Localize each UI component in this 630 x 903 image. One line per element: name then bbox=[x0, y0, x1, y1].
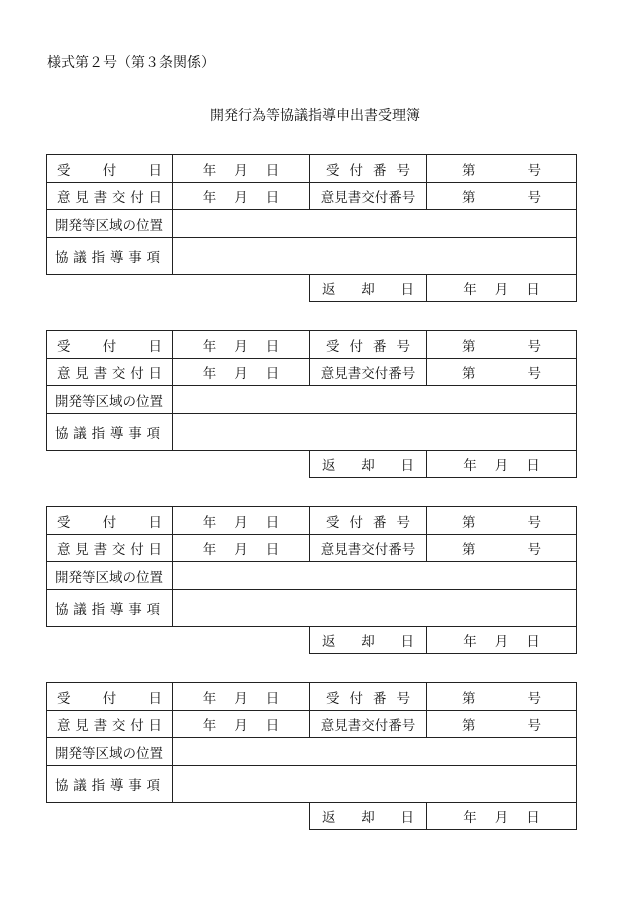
kyougi-jikou-value[interactable] bbox=[172, 413, 577, 451]
uketsuke-date-day: 日 bbox=[265, 514, 280, 531]
uketsuke-bi-char: 付 bbox=[102, 162, 117, 179]
iken-koufu-bi-char: 交 bbox=[111, 542, 126, 558]
henkyaku-date-month: 月 bbox=[494, 634, 509, 650]
iken-koufu-number-dai: 第 bbox=[462, 366, 476, 382]
kaihatsu-ichi-value[interactable] bbox=[172, 209, 577, 238]
kyougi-jikou-char: 項 bbox=[146, 602, 160, 618]
uketsuke-bi-char: 受 bbox=[57, 338, 71, 355]
uketsuke-bangou-char: 番 bbox=[373, 338, 387, 355]
uketsuke-bangou-char: 号 bbox=[396, 162, 410, 179]
iken-koufu-number-cell[interactable] bbox=[426, 182, 577, 210]
iken-koufu-bi-char: 交 bbox=[111, 366, 126, 382]
iken-koufu-bi-char: 見 bbox=[75, 542, 89, 558]
iken-koufu-bangou-text: 意見書交付番号 bbox=[320, 542, 416, 558]
uketsuke-date-year: 年 bbox=[202, 338, 217, 355]
uketsuke-number-cell[interactable] bbox=[426, 154, 577, 183]
henkyaku-date-day: 日 bbox=[526, 282, 540, 298]
iken-koufu-date-month: 月 bbox=[234, 542, 248, 558]
uketsuke-bangou-char: 受 bbox=[326, 514, 340, 531]
kyougi-jikou-char: 議 bbox=[73, 250, 87, 266]
henkyaku-date-year: 年 bbox=[463, 282, 477, 298]
uketsuke-number-dai: 第 bbox=[462, 514, 476, 531]
label-henkyaku-bi bbox=[309, 626, 427, 654]
label-uketsuke-bi bbox=[46, 682, 173, 711]
kyougi-jikou-char: 指 bbox=[91, 426, 106, 442]
uketsuke-number-dai: 第 bbox=[462, 162, 476, 179]
iken-koufu-bi-char: 付 bbox=[130, 542, 144, 558]
kyougi-jikou-char: 導 bbox=[109, 602, 124, 618]
iken-koufu-number-dai: 第 bbox=[462, 542, 476, 558]
henkyaku-bi-char: 返 bbox=[322, 458, 336, 474]
kaihatsu-ichi-value[interactable] bbox=[172, 737, 577, 766]
uketsuke-bangou-char: 号 bbox=[396, 690, 410, 707]
henkyaku-date-day: 日 bbox=[526, 810, 540, 826]
uketsuke-date-year: 年 bbox=[202, 690, 217, 707]
kyougi-jikou-char: 協 bbox=[55, 426, 69, 442]
uketsuke-bi-char: 付 bbox=[102, 690, 117, 707]
henkyaku-bi-char: 返 bbox=[322, 810, 336, 826]
uketsuke-bangou-char: 受 bbox=[326, 338, 340, 355]
henkyaku-date-year: 年 bbox=[463, 634, 477, 650]
iken-koufu-number-cell[interactable] bbox=[426, 710, 577, 738]
henkyaku-bi-char: 却 bbox=[361, 458, 375, 474]
label-henkyaku-bi bbox=[309, 450, 427, 478]
label-henkyaku-bi bbox=[309, 274, 427, 302]
label-kaihatsu-ichi bbox=[46, 385, 173, 414]
uketsuke-bi-char: 受 bbox=[57, 514, 71, 531]
iken-koufu-bi-char: 書 bbox=[93, 542, 108, 558]
henkyaku-bi-char: 日 bbox=[400, 634, 414, 650]
iken-koufu-bi-char: 日 bbox=[148, 366, 162, 382]
iken-koufu-bi-char: 付 bbox=[130, 366, 144, 382]
iken-koufu-bi-char: 見 bbox=[75, 718, 89, 734]
uketsuke-date-year: 年 bbox=[202, 514, 217, 531]
label-kyougi-jikou bbox=[46, 413, 173, 451]
iken-koufu-bi-char: 意 bbox=[57, 190, 71, 206]
kaihatsu-ichi-text: 開発等区域の位置 bbox=[55, 745, 163, 762]
iken-koufu-date-cell[interactable] bbox=[172, 534, 310, 562]
iken-koufu-bi-char: 意 bbox=[57, 718, 71, 734]
iken-koufu-bangou-text: 意見書交付番号 bbox=[320, 366, 416, 382]
henkyaku-bi-char: 返 bbox=[322, 282, 336, 298]
iken-koufu-bi-char: 日 bbox=[148, 718, 162, 734]
label-kaihatsu-ichi bbox=[46, 561, 173, 590]
kyougi-jikou-char: 指 bbox=[91, 250, 106, 266]
kyougi-jikou-char: 導 bbox=[109, 426, 124, 442]
kyougi-jikou-char: 議 bbox=[73, 426, 87, 442]
kyougi-jikou-value[interactable] bbox=[172, 589, 577, 627]
uketsuke-bi-char: 付 bbox=[102, 338, 117, 355]
uketsuke-bangou-char: 受 bbox=[326, 690, 340, 707]
uketsuke-bangou-char: 号 bbox=[396, 338, 410, 355]
label-uketsuke-bi bbox=[46, 330, 173, 359]
uketsuke-number-dai: 第 bbox=[462, 338, 476, 355]
iken-koufu-date-day: 日 bbox=[265, 366, 280, 382]
uketsuke-bi-char: 受 bbox=[57, 690, 71, 707]
label-uketsuke-bangou bbox=[309, 154, 427, 183]
uketsuke-date-day: 日 bbox=[265, 690, 280, 707]
kyougi-jikou-char: 項 bbox=[146, 426, 160, 442]
iken-koufu-bi-char: 付 bbox=[130, 718, 144, 734]
iken-koufu-date-cell[interactable] bbox=[172, 358, 310, 386]
iken-koufu-bangou-text: 意見書交付番号 bbox=[320, 718, 416, 734]
iken-koufu-bi-char: 見 bbox=[75, 190, 89, 206]
label-uketsuke-bangou bbox=[309, 682, 427, 711]
register-block bbox=[46, 330, 577, 478]
uketsuke-date-month: 月 bbox=[234, 690, 248, 707]
uketsuke-date-day: 日 bbox=[265, 162, 280, 179]
iken-koufu-bi-char: 書 bbox=[93, 190, 108, 206]
iken-koufu-date-month: 月 bbox=[234, 366, 248, 382]
kyougi-jikou-char: 項 bbox=[146, 250, 160, 266]
label-kyougi-jikou bbox=[46, 765, 173, 803]
henkyaku-date-cell[interactable] bbox=[426, 450, 577, 478]
iken-koufu-number-gou: 号 bbox=[527, 190, 541, 206]
uketsuke-date-cell[interactable] bbox=[172, 506, 310, 535]
kyougi-jikou-char: 指 bbox=[91, 778, 106, 794]
uketsuke-bi-char: 日 bbox=[148, 338, 162, 355]
iken-koufu-date-cell[interactable] bbox=[172, 710, 310, 738]
register-block bbox=[46, 506, 577, 654]
uketsuke-bi-char: 日 bbox=[148, 514, 162, 531]
kyougi-jikou-char: 指 bbox=[91, 602, 106, 618]
iken-koufu-date-month: 月 bbox=[234, 718, 248, 734]
uketsuke-bangou-char: 番 bbox=[373, 514, 387, 531]
uketsuke-bangou-char: 番 bbox=[373, 690, 387, 707]
iken-koufu-number-dai: 第 bbox=[462, 718, 476, 734]
uketsuke-date-cell[interactable] bbox=[172, 682, 310, 711]
henkyaku-bi-char: 日 bbox=[400, 458, 414, 474]
uketsuke-bangou-char: 付 bbox=[349, 162, 363, 179]
label-iken-koufu-bangou bbox=[309, 358, 427, 386]
iken-koufu-bi-char: 交 bbox=[111, 190, 126, 206]
iken-koufu-number-gou: 号 bbox=[527, 542, 541, 558]
uketsuke-number-gou: 号 bbox=[527, 690, 541, 707]
kyougi-jikou-char: 事 bbox=[128, 602, 142, 618]
henkyaku-date-day: 日 bbox=[526, 458, 540, 474]
label-uketsuke-bangou bbox=[309, 330, 427, 359]
iken-koufu-bi-char: 意 bbox=[57, 542, 71, 558]
iken-koufu-bi-char: 交 bbox=[111, 718, 126, 734]
iken-koufu-date-day: 日 bbox=[265, 542, 280, 558]
kyougi-jikou-value[interactable] bbox=[172, 237, 577, 275]
henkyaku-bi-char: 却 bbox=[361, 282, 375, 298]
iken-koufu-bi-char: 書 bbox=[93, 718, 108, 734]
henkyaku-bi-char: 却 bbox=[361, 634, 375, 650]
register-block bbox=[46, 682, 577, 830]
iken-koufu-date-year: 年 bbox=[202, 190, 217, 206]
iken-koufu-date-cell[interactable] bbox=[172, 182, 310, 210]
iken-koufu-date-year: 年 bbox=[202, 718, 217, 734]
henkyaku-bi-char: 日 bbox=[400, 810, 414, 826]
label-uketsuke-bangou bbox=[309, 506, 427, 535]
kyougi-jikou-char: 導 bbox=[109, 250, 124, 266]
henkyaku-date-month: 月 bbox=[494, 810, 509, 826]
henkyaku-date-year: 年 bbox=[463, 458, 477, 474]
henkyaku-date-month: 月 bbox=[494, 282, 509, 298]
label-iken-koufu-bangou bbox=[309, 710, 427, 738]
uketsuke-bi-char: 受 bbox=[57, 162, 71, 179]
document-title: 開発行為等協議指導申出書受理簿 bbox=[210, 108, 420, 124]
iken-koufu-date-day: 日 bbox=[265, 718, 280, 734]
iken-koufu-bi-char: 日 bbox=[148, 542, 162, 558]
iken-koufu-number-dai: 第 bbox=[462, 190, 476, 206]
uketsuke-date-month: 月 bbox=[234, 338, 248, 355]
kyougi-jikou-char: 協 bbox=[55, 602, 69, 618]
uketsuke-date-cell[interactable] bbox=[172, 154, 310, 183]
uketsuke-number-cell[interactable] bbox=[426, 330, 577, 359]
iken-koufu-bi-char: 意 bbox=[57, 366, 71, 382]
uketsuke-date-day: 日 bbox=[265, 338, 280, 355]
label-iken-koufu-bi bbox=[46, 358, 173, 386]
uketsuke-number-cell[interactable] bbox=[426, 506, 577, 535]
label-kaihatsu-ichi bbox=[46, 737, 173, 766]
uketsuke-bangou-char: 受 bbox=[326, 162, 340, 179]
kaihatsu-ichi-value[interactable] bbox=[172, 561, 577, 590]
label-iken-koufu-bi bbox=[46, 182, 173, 210]
kyougi-jikou-char: 議 bbox=[73, 602, 87, 618]
label-kaihatsu-ichi bbox=[46, 209, 173, 238]
iken-koufu-date-year: 年 bbox=[202, 366, 217, 382]
uketsuke-bi-char: 日 bbox=[148, 690, 162, 707]
iken-koufu-bi-char: 見 bbox=[75, 366, 89, 382]
iken-koufu-date-month: 月 bbox=[234, 190, 248, 206]
henkyaku-date-year: 年 bbox=[463, 810, 477, 826]
iken-koufu-date-year: 年 bbox=[202, 542, 217, 558]
uketsuke-number-cell[interactable] bbox=[426, 682, 577, 711]
kyougi-jikou-char: 議 bbox=[73, 778, 87, 794]
henkyaku-date-cell[interactable] bbox=[426, 626, 577, 654]
henkyaku-date-day: 日 bbox=[526, 634, 540, 650]
iken-koufu-bi-char: 付 bbox=[130, 190, 144, 206]
form-number: 様式第２号（第３条関係） bbox=[47, 55, 215, 71]
henkyaku-date-month: 月 bbox=[494, 458, 509, 474]
kyougi-jikou-char: 事 bbox=[128, 426, 142, 442]
label-kyougi-jikou bbox=[46, 237, 173, 275]
henkyaku-date-cell[interactable] bbox=[426, 802, 577, 830]
iken-koufu-number-cell[interactable] bbox=[426, 534, 577, 562]
uketsuke-number-gou: 号 bbox=[527, 514, 541, 531]
label-iken-koufu-bangou bbox=[309, 534, 427, 562]
uketsuke-bangou-char: 号 bbox=[396, 514, 410, 531]
iken-koufu-date-day: 日 bbox=[265, 190, 280, 206]
kaihatsu-ichi-text: 開発等区域の位置 bbox=[55, 393, 163, 410]
henkyaku-date-cell[interactable] bbox=[426, 274, 577, 302]
kyougi-jikou-char: 事 bbox=[128, 250, 142, 266]
kyougi-jikou-char: 導 bbox=[109, 778, 124, 794]
kyougi-jikou-value[interactable] bbox=[172, 765, 577, 803]
label-iken-koufu-bi bbox=[46, 710, 173, 738]
kyougi-jikou-char: 協 bbox=[55, 778, 69, 794]
henkyaku-bi-char: 却 bbox=[361, 810, 375, 826]
kaihatsu-ichi-value[interactable] bbox=[172, 385, 577, 414]
iken-koufu-number-gou: 号 bbox=[527, 718, 541, 734]
kyougi-jikou-char: 項 bbox=[146, 778, 160, 794]
uketsuke-number-gou: 号 bbox=[527, 338, 541, 355]
register-block bbox=[46, 154, 577, 302]
iken-koufu-number-gou: 号 bbox=[527, 366, 541, 382]
uketsuke-date-month: 月 bbox=[234, 162, 248, 179]
henkyaku-bi-char: 日 bbox=[400, 282, 414, 298]
uketsuke-number-dai: 第 bbox=[462, 690, 476, 707]
uketsuke-bangou-char: 付 bbox=[349, 514, 363, 531]
iken-koufu-bi-char: 日 bbox=[148, 190, 162, 206]
kyougi-jikou-char: 協 bbox=[55, 250, 69, 266]
label-iken-koufu-bangou bbox=[309, 182, 427, 210]
label-uketsuke-bi bbox=[46, 154, 173, 183]
iken-koufu-number-cell[interactable] bbox=[426, 358, 577, 386]
uketsuke-number-gou: 号 bbox=[527, 162, 541, 179]
uketsuke-bi-char: 付 bbox=[102, 514, 117, 531]
kyougi-jikou-char: 事 bbox=[128, 778, 142, 794]
henkyaku-bi-char: 返 bbox=[322, 634, 336, 650]
kaihatsu-ichi-text: 開発等区域の位置 bbox=[55, 569, 163, 586]
label-henkyaku-bi bbox=[309, 802, 427, 830]
uketsuke-bangou-char: 番 bbox=[373, 162, 387, 179]
uketsuke-date-month: 月 bbox=[234, 514, 248, 531]
uketsuke-bangou-char: 付 bbox=[349, 690, 363, 707]
label-kyougi-jikou bbox=[46, 589, 173, 627]
uketsuke-bi-char: 日 bbox=[148, 162, 162, 179]
label-uketsuke-bi bbox=[46, 506, 173, 535]
label-iken-koufu-bi bbox=[46, 534, 173, 562]
uketsuke-bangou-char: 付 bbox=[349, 338, 363, 355]
kaihatsu-ichi-text: 開発等区域の位置 bbox=[55, 217, 163, 234]
uketsuke-date-cell[interactable] bbox=[172, 330, 310, 359]
iken-koufu-bi-char: 書 bbox=[93, 366, 108, 382]
uketsuke-date-year: 年 bbox=[202, 162, 217, 179]
iken-koufu-bangou-text: 意見書交付番号 bbox=[320, 190, 416, 206]
